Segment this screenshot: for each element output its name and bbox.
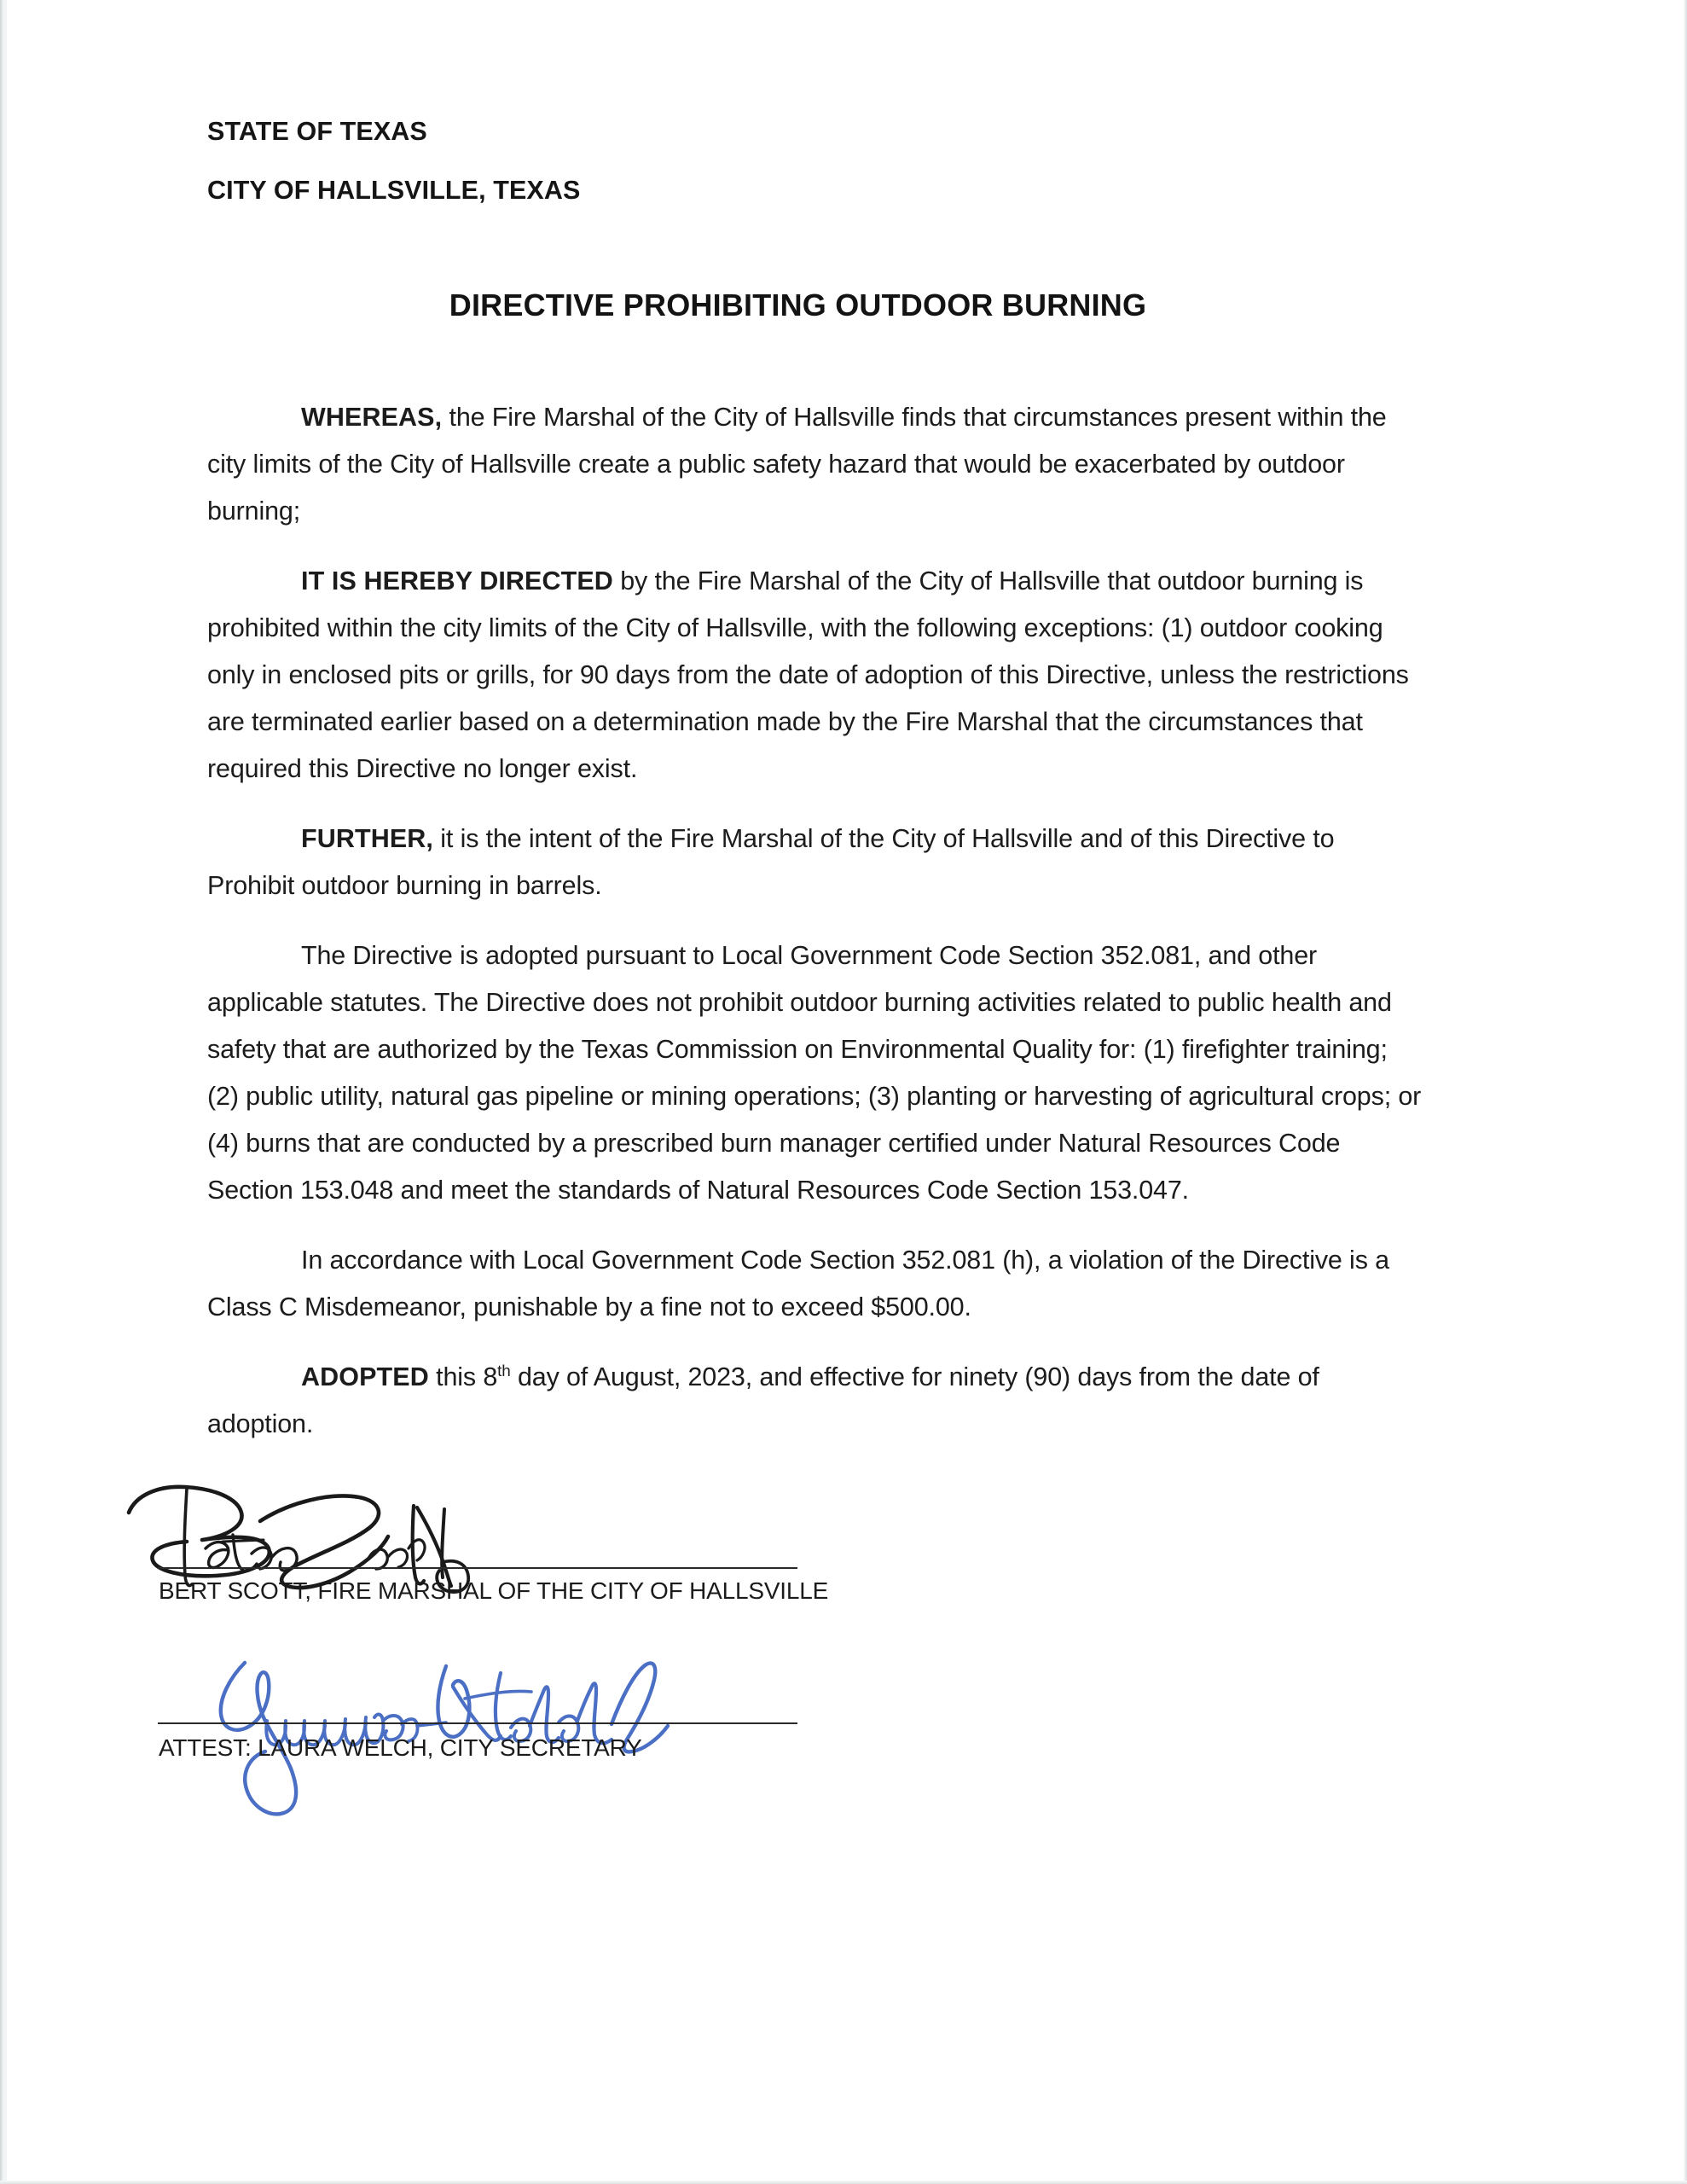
signature-line-marshal (158, 1567, 797, 1569)
scan-edge-left-secondary (4, 0, 7, 2184)
document-title: DIRECTIVE PROHIBITING OUTDOOR BURNING (449, 288, 1147, 322)
document-content (159, 0, 1423, 1786)
scan-edge-right (1684, 0, 1687, 2184)
ordinal-suffix: th (497, 1362, 511, 1380)
paragraph-directed-lead: IT IS HEREBY DIRECTED (301, 566, 613, 595)
signature-block-marshal (159, 1489, 1423, 1622)
paragraph-adopted (207, 1354, 1423, 1448)
jurisdiction-city: CITY OF HALLSVILLE, TEXAS (207, 176, 581, 205)
paragraph-further-body: it is the intent of the Fire Marshal of the City of Hallsville and of this Directive to Prohibit outdoor burning in barrels. (207, 824, 1335, 900)
paragraph-directed-body: by the Fire Marshal of the City of Hallsville that outdoor burning is prohibited within the city limits of the City of Hallsville, with the following exceptions: (1) outdoor cooking only in enclosed pits or grills, for 90 days from the date of adoption of this Directive, unless the restrictions are terminated earlier based on a determination made by the Fire Marshal that the circumstances that required this Directive no longer exist. (207, 566, 1409, 783)
signature-label-marshal: BERT SCOTT, FIRE MARSHAL OF THE CITY OF HALLSVILLE (159, 1577, 829, 1604)
signature-label-attest: ATTEST: LAURA WELCH, CITY SECRETARY (159, 1734, 642, 1761)
scan-edge-bottom (0, 2181, 1687, 2184)
paragraph-accordance-body: In accordance with Local Government Code Section 352.081 (h), a violation of the Directive is a Class C Misdemeanor, punishable by a fine not to exceed $500.00. (207, 1246, 1389, 1321)
paragraph-adopted-body-after: day of August, 2023, and effective for ninety (90) days from the date of adoption. (207, 1362, 1319, 1438)
jurisdiction-state: STATE OF TEXAS (207, 117, 427, 146)
paragraph-directed (207, 558, 1423, 793)
signature-line-attest (158, 1722, 797, 1724)
paragraph-further-lead: FURTHER, (301, 824, 433, 853)
paragraph-further (207, 816, 1423, 909)
paragraph-adopted-body-before: this 8 (428, 1362, 498, 1391)
paragraph-whereas-body: the Fire Marshal of the City of Hallsville finds that circumstances present within the city limits of the City of Hallsville create a public safety hazard that would be exacerbated by outdoor burning; (207, 403, 1387, 526)
handwritten-signature-laura-welch (156, 1632, 838, 1820)
paragraph-pursuant (207, 932, 1423, 1214)
document-body (207, 394, 1423, 1448)
paragraph-whereas-lead: WHEREAS, (301, 403, 443, 432)
paragraph-adopted-lead: ADOPTED (301, 1362, 429, 1391)
signature-block-attest (159, 1641, 1423, 1786)
paragraph-pursuant-body: The Directive is adopted pursuant to Local Government Code Section 352.081, and other applicable statutes. The Directive does not prohibit outdoor burning activities related to public health and safety that are authorized by the Texas Commission on Environmental Quality for: (1) firefighter training; (2) public utility, natural gas pipeline or mining operations; (3) planting or harvesting of agricultural crops; or (4) burns that are conducted by a prescribed burn manager certified under Natural Resources Code Section 153.048 and meet the standards of Natural Resources Code Section 153.047. (207, 941, 1422, 1205)
paragraph-accordance (207, 1237, 1423, 1331)
paragraph-whereas (207, 394, 1423, 535)
